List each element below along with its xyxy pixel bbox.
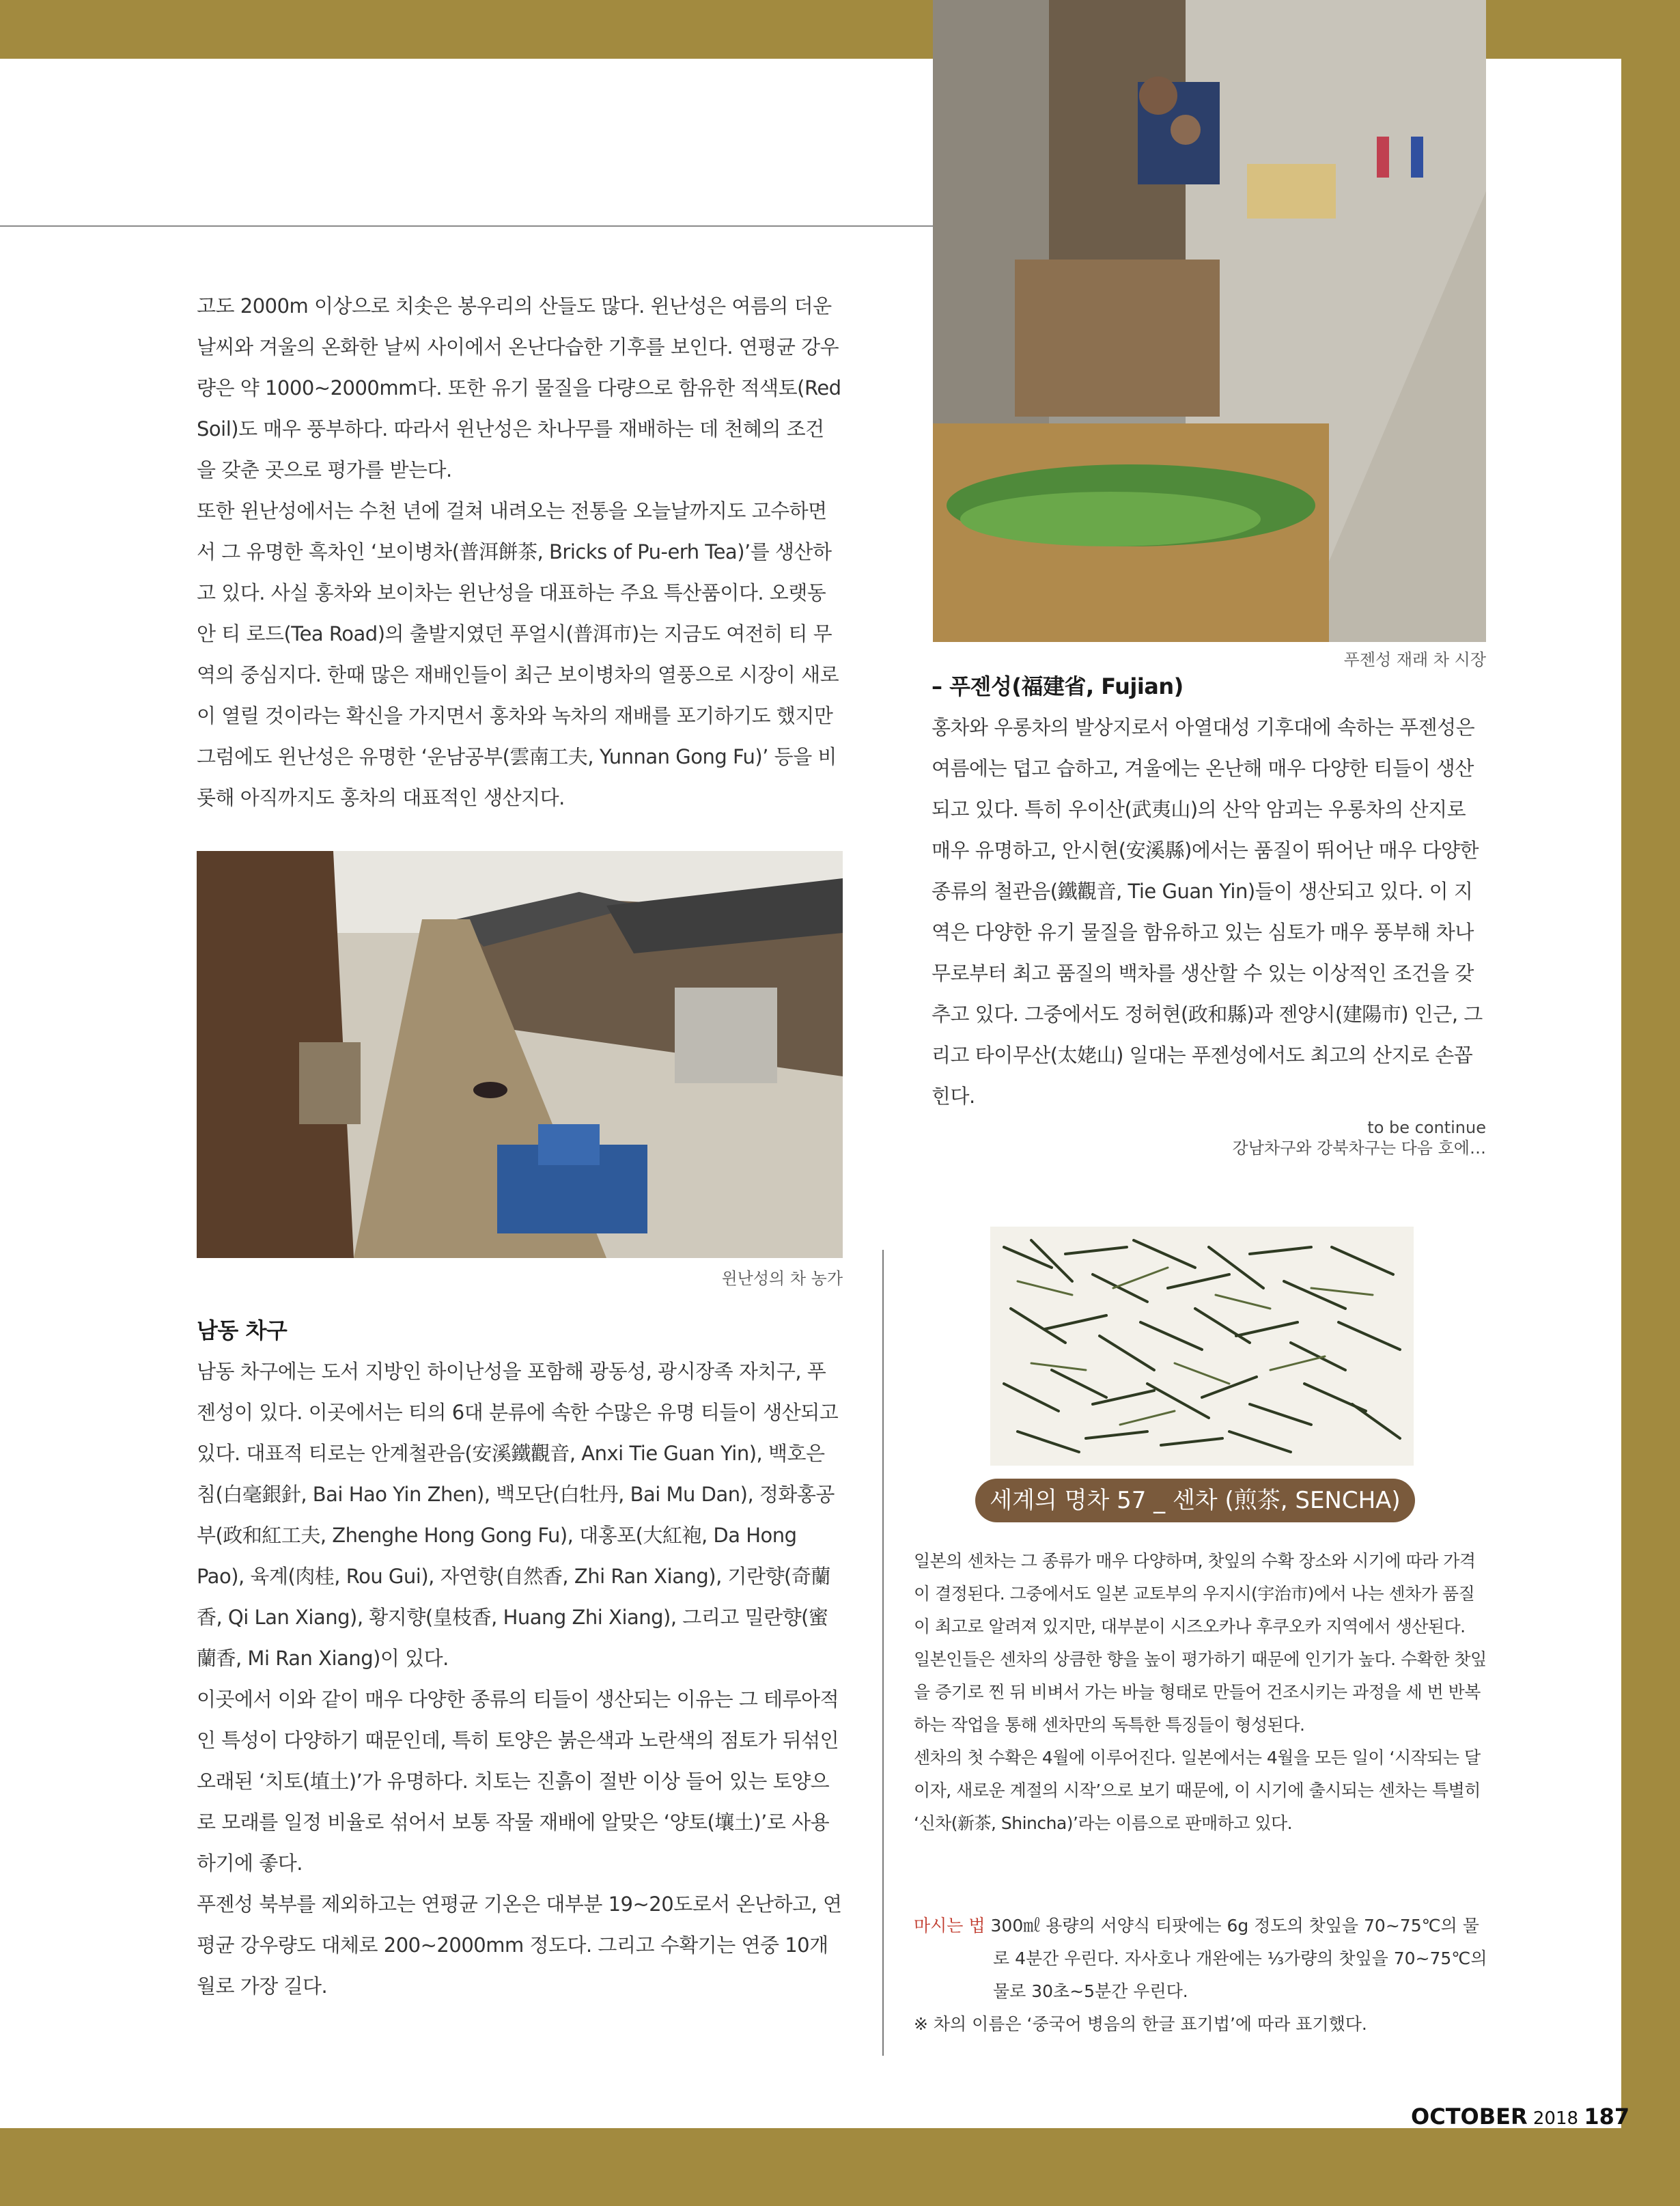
folio-month: OCTOBER [1411, 2104, 1528, 2130]
continue-line-2: 강남차구와 강북차구는 다음 호에… [1232, 1139, 1486, 1158]
howto-line-2: 로 4분간 우린다. 자사호나 개완에는 ⅓가량의 찻잎을 70~75℃의 [993, 1949, 1487, 1968]
yunnan-paragraph-1: 고도 2000m 이상으로 치솟은 봉우리의 산들도 많다. 윈난성은 여름의 더운 날씨와 겨울의 온화한 날씨 사이에서 온난다습한 기후를 보인다. 연평균 강우량은 약 1000~2000mm다. 또한 유기 물질을 다량으로 함유한 적색토(Red Soil)도 매우 풍부하다. 따라서 윈난성은 차나무를 재배하는 데 천혜의 조건을 갖춘 곳으로 평가를 받는다. [197, 294, 841, 481]
howto-label: 마시는 법 [914, 1916, 985, 1936]
sencha-paragraph-3: 센차의 첫 수확은 4월에 이루어진다. 일본에서는 4월을 모든 일이 ‘시작되는 달이자, 새로운 계절의 시작’으로 보기 때문에, 이 시기에 출시되는 센차는 특별히 ‘신차(新茶, Shincha)’라는 이름으로 판매하고 있다. [914, 1748, 1481, 1833]
fujian-section [932, 666, 1486, 1117]
nandong-section [197, 1310, 843, 2007]
sencha-paragraph-2: 일본인들은 센차의 상큼한 향을 높이 평가하기 때문에 인기가 높다. 수확한 찻잎을 증기로 찐 뒤 비벼서 가는 바늘 형태로 만들어 건조시키는 과정을 세 번 반복하는 작업을 통해 센차만의 독특한 특징들이 형성된다. [914, 1649, 1487, 1735]
naming-note: ※ 차의 이름은 ‘중국어 병음의 한글 표기법’에 따라 표기했다. [914, 2014, 1367, 2034]
continue-note [1024, 1117, 1486, 1158]
header-rule [0, 225, 933, 227]
howto-line-1 [914, 1910, 1487, 1942]
nandong-paragraph-3: 푸젠성 북부를 제외하고는 연평균 기온은 대부분 19~20도로서 온난하고, 연평균 강우량도 대체로 200~2000mm 정도다. 그리고 수확기는 연중 10개월로 가장 길다. [197, 1893, 842, 1998]
sencha-title-badge: 세계의 명차 57 _ 센차 (煎茶, SENCHA) [975, 1479, 1415, 1522]
column-divider [882, 1250, 884, 2056]
sencha-leaves-photo [990, 1227, 1414, 1466]
yunnan-photo-caption: 윈난성의 차 농가 [721, 1269, 843, 1288]
howto-line-3: 물로 30초~5분간 우린다. [993, 1981, 1188, 2001]
page-folio [1411, 2104, 1629, 2130]
folio-page-number: 187 [1584, 2104, 1630, 2130]
yunnan-paragraph-2: 또한 윈난성에서는 수천 년에 걸쳐 내려오는 전통을 오늘날까지도 고수하면서 그 유명한 흑차인 ‘보이병차(普洱餅茶, Bricks of Pu-erh Tea)’를 생산하고 있다. 사실 홍차와 보이차는 윈난성을 대표하는 주요 특산품이다. 오랫동안 티 로드(Tea Road)의 출발지였던 푸얼시(普洱市)는 지금도 여전히 티 무역의 중심지다. 한때 많은 재배인들이 최근 보이병차의 열풍으로 시장이 새로이 열릴 것이라는 확신을 가지면서 홍차와 녹차의 재배를 포기하기도 했지만 그럼에도 윈난성은 유명한 ‘운남공부(雲南工夫, Yunnan Gong Fu)’ 등을 비롯해 아직까지도 홍차의 대표적인 생산지다. [197, 499, 839, 809]
fujian-photo-caption: 푸젠성 재래 차 시장 [1343, 650, 1486, 669]
folio-year: 2018 [1532, 2108, 1579, 2129]
sencha-text [914, 1545, 1487, 1840]
howto-text-1: 300㎖ 용량의 서양식 티팟에는 6g 정도의 찻잎을 70~75℃의 물 [985, 1916, 1479, 1936]
nandong-paragraph-1: 남동 차구에는 도서 지방인 하이난성을 포함해 광동성, 광시장족 자치구, 푸젠성이 있다. 이곳에서는 티의 6대 분류에 속한 수많은 유명 티들이 생산되고 있다. 대표적 티로는 안계철관음(安溪鐵觀音, Anxi Tie Guan Yin), 백호은침(白毫銀針, Bai Hao Yin Zhen), 백모단(白牡丹, Bai Mu Dan), 정화홍공부(政和紅工夫, Zhenghe Hong Gong Fu), 대홍포(大紅袍, Da Hong Pao), 육계(肉桂, Rou Gui), 자연향(自然香, Zhi Ran Xiang), 기란향(奇蘭香, Qi Lan Xiang), 황지향(皇枝香, Huang Zhi Xiang), 그리고 밀란향(蜜蘭香, Mi Ran Xiang)이 있다. [197, 1360, 839, 1670]
fujian-paragraph-1: 홍차와 우롱차의 발상지로서 아열대성 기후대에 속하는 푸젠성은 여름에는 덥고 습하고, 겨울에는 온난해 매우 다양한 티들이 생산되고 있다. 특히 우이산(武夷山)의 산악 암괴는 우롱차의 산지로 매우 유명하고, 안시현(安溪縣)에서는 품질이 뛰어난 매우 다양한 종류의 철관음(鐵觀音, Tie Guan Yin)들이 생산되고 있다. 이 지역은 다양한 유기 물질을 함유하고 있는 심토가 매우 풍부해 차나무로부터 최고 품질의 백차를 생산할 수 있는 이상적인 조건을 갖추고 있다. 그중에서도 정허현(政和縣)과 젠양시(建陽市) 인근, 그리고 타이무산(太姥山) 일대는 푸젠성에서도 최고의 산지로 손꼽힌다. [932, 716, 1483, 1108]
sencha-paragraph-1: 일본의 센차는 그 종류가 매우 다양하며, 찻잎의 수확 장소와 시기에 따라 가격이 결정된다. 그중에서도 일본 교토부의 우지시(宇治市)에서 나는 센차가 품질이 최고로 알려져 있지만, 대부분이 시즈오카나 후쿠오카 지역에서 생산된다. [914, 1551, 1476, 1636]
yunnan-text [197, 285, 843, 818]
nandong-heading: 남동 차구 [197, 1317, 288, 1343]
fujian-market-photo [933, 0, 1486, 642]
nandong-paragraph-2: 이곳에서 이와 같이 매우 다양한 종류의 티들이 생산되는 이유는 그 테루아적인 특성이 다양하기 때문인데, 특히 토양은 붉은색과 노란색의 점토가 뒤섞인 오래된 ‘치토(埴土)’가 유명하다. 치토는 진흙이 절반 이상 들어 있는 토양으로 모래를 일정 비율로 섞어서 보통 작물 재배에 알맞은 ‘양토(壤土)’로 사용하기에 좋다. [197, 1688, 839, 1875]
continue-line-1: to be continue [1367, 1118, 1486, 1137]
sencha-howto [914, 1910, 1487, 2041]
yunnan-farm-photo [197, 851, 843, 1258]
fujian-heading: – 푸젠성(福建省, Fujian) [932, 673, 1184, 699]
